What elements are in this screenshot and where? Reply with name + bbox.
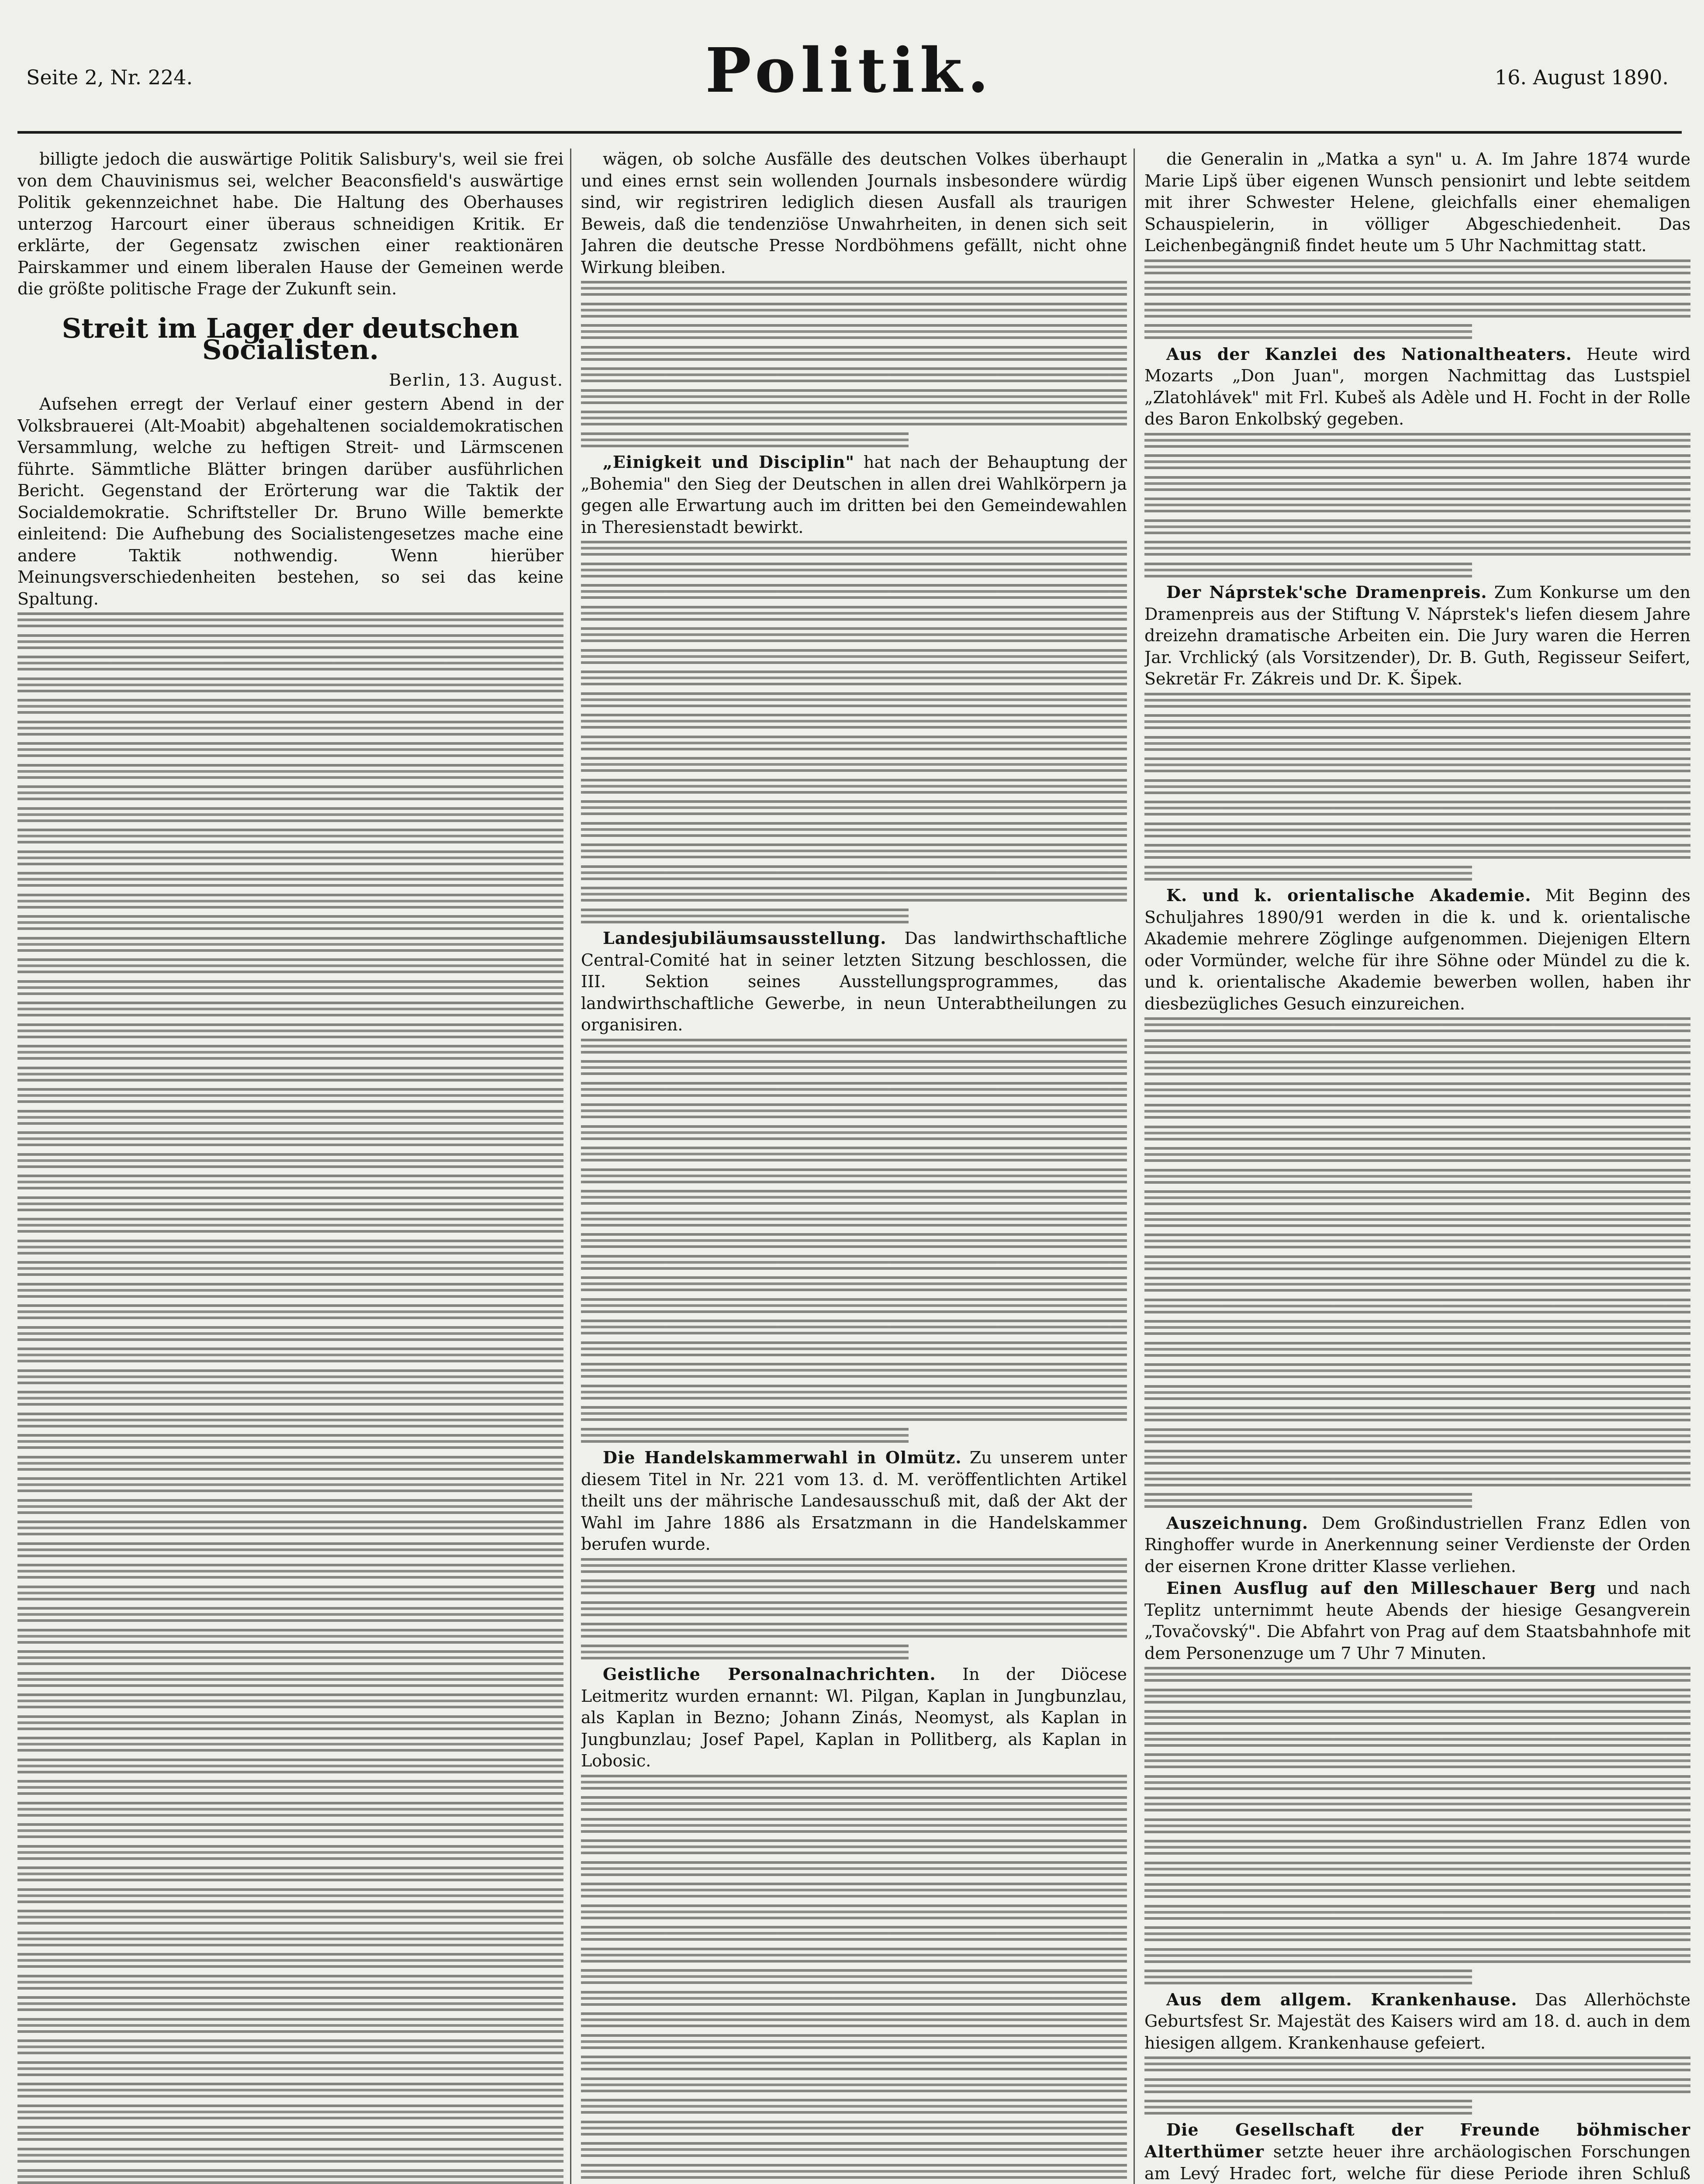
item-lead: K. und k. orientalische Akademie.	[1166, 885, 1531, 905]
body-text-block	[1144, 690, 1690, 885]
item-text: setzte heuer ihre archäologischen Forschungen am Levý Hradec fort, welche für diese Periode ihren Schluß	[1144, 2142, 1690, 2183]
issue-date: 16. August 1890.	[1494, 66, 1669, 89]
item-text: Zu unserem unter diesem Titel in Nr. 221 vom 13. d. M. veröffentlichten Artikel theilt uns der mährische Landesausschuß mit, daß der Akt der Wahl im Jahre 1886 als Ersatzmann in die Handelskammer berufen wurde.	[581, 1448, 1127, 1554]
item-text: Zum Konkurse um den Dramenpreis aus der Stiftung V. Náprstek's liefen diesem Jahre dreizehn dramatische Arbeiten ein. Die Jury waren die Herren Jar. Vrchlický (als Vorsitzender), Dr. B. Guth, Regisseur Seifert, Sekretär Fr. Zákreis und Dr. K. Šipek.	[1144, 583, 1690, 688]
item-lead: Aus der Kanzlei des Nationaltheaters.	[1166, 344, 1572, 364]
item-lead: Einen Ausflug auf den Milleschauer Berg	[1166, 1578, 1596, 1598]
item-lead: Landesjubiläumsausstellung.	[603, 928, 887, 948]
item-lead: Die Handelskammerwahl in Olmütz.	[603, 1448, 962, 1467]
column-rule	[1134, 149, 1135, 2184]
body-text-block	[581, 278, 1127, 451]
column-1	[17, 149, 563, 2184]
item-text: hat nach der Behauptung der „Bohemia" den Sieg der Deutschen in allen drei Wahlkörpern ja gegen alle Erwartung auch im dritten bei den Gemeindewahlen in Theresienstadt bewirkt.	[581, 453, 1127, 537]
item-text: Das landwirthschaftliche Central-Comité hat in seiner letzten Sitzung beschlossen, die III. Sektion seines Ausstellungsprogrammes, das landwirthschaftliche Gewerbe, in neun Unterabtheilungen zu organisiren.	[581, 929, 1127, 1034]
body-text-block	[581, 1555, 1127, 1664]
item-lead: Geistliche Personalnachrichten.	[603, 1664, 936, 1684]
body-text-block	[1144, 2054, 1690, 2119]
item-text: Das Allerhöchste Geburtsfest Sr. Majestät des Kaisers wird am 18. d. auch in dem hiesigen allgem. Krankenhause gefeiert.	[1144, 1990, 1690, 2053]
article-continuation: billigte jedoch die auswärtige Politik Salisbury's, weil sie frei von dem Chauvinismus sei, welcher Beaconsfield's auswärtige Politik gekennzeichnet habe. Die Haltung des Oberhauses unterzog Harcourt einer überaus schneidigen Kritik. Er erklärte, der Gegensatz zwischen einer reaktionären Pairskammer und einem liberalen Hause der Gemeinen werde die größte politische Frage der Zukunft sein.	[17, 149, 563, 298]
section-title: Politik.	[705, 35, 994, 107]
item-lead: „Einigkeit und Disciplin"	[603, 452, 855, 472]
dateline: Berlin, 13. August.	[389, 370, 563, 390]
body-text-block	[1144, 1015, 1690, 1512]
item-text: und nach Teplitz unternimmt heute Abends der hiesige Gesangverein „Tovačovský". Die Abfahrt von Prag auf dem Staatsbahnhofe mit dem Personenzuge um 7 Uhr 7 Minuten.	[1144, 1579, 1690, 1663]
page-header	[17, 26, 1682, 122]
body-text-block	[1144, 1664, 1690, 1989]
item-lead: Aus dem allgem. Krankenhause.	[1166, 1989, 1517, 2009]
page-reference: Seite 2, Nr. 224.	[26, 66, 193, 89]
body-text-block	[1144, 430, 1690, 582]
item-lead: Die Gesellschaft der Freunde böhmischer Alterthümer	[1144, 2119, 1690, 2161]
article-heading: Streit im Lager der deutschen Socialisten.	[62, 312, 519, 366]
item-text: Heute wird Mozarts „Don Juan", morgen Nachmittag das Lustspiel „Zlatohlávek" mit Frl. Kubeš als Adèle und H. Focht in der Rolle des Baron Enkolbský gegeben.	[1144, 344, 1690, 429]
article-continuation: wägen, ob solche Ausfälle des deutschen Volkes überhaupt und eines ernst sein wollenden Journals insbesondere würdig sind, wir registriren lediglich diesen Ausfall als traurigen Beweis, daß die tendenziöse Unwahrheiten, in denen sich seit Jahren die deutsche Presse Nordböhmens gefällt, nicht ohne Wirkung bleiben.	[581, 149, 1127, 277]
column-rule	[570, 149, 571, 2184]
item-lead: Der Náprstek'sche Dramenpreis.	[1166, 582, 1487, 602]
article-paragraph: Aufsehen erregt der Verlauf einer gestern Abend in der Volksbrauerei (Alt-Moabit) abgehaltenen socialdemokratischen Versammlung, welche zu heftigen Streit- und Lärmscenen führte. Sämmtliche Blätter bringen darüber ausführlichen Bericht. Gegenstand der Erörterung war die Taktik der Socialdemokratie. Schriftsteller Dr. Bruno Wille bemerkte einleitend: Die Aufhebung des Socialistengesetzes mache eine andere Taktik nothwendig. Wenn hierüber Meinungsverschiedenheiten bestehen, so sei das keine Spaltung.	[17, 394, 563, 608]
body-text-block	[581, 1036, 1127, 1447]
body-text-block	[17, 610, 563, 2184]
article-continuation: die Generalin in „Matka a syn" u. A. Im Jahre 1874 wurde Marie Lipš über eigenen Wunsch pensionirt und lebte seitdem mit ihrer Schwester Helene, gleichfalls einer ehemaligen Schauspielerin, in völliger Abgeschiedenheit. Das Leichenbegängniß findet heute um 5 Uhr Nachmittag statt.	[1144, 149, 1690, 255]
column-2	[581, 149, 1127, 2184]
item-lead: Auszeichnung.	[1166, 1513, 1309, 1533]
body-text-block	[581, 1772, 1127, 2184]
item-text: Dem Großindustriellen Franz Edlen von Ringhoffer wurde in Anerkennung seiner Verdienste der Orden der eisernen Krone dritter Klasse verliehen.	[1144, 1513, 1690, 1576]
column-3	[1144, 149, 1690, 2184]
item-text: Mit Beginn des Schuljahres 1890/91 werden in die k. und k. orientalische Akademie mehrere Zöglinge aufgenommen. Diejenigen Eltern oder Vormünder, welche für ihre Söhne oder Mündel zu die k. und k. orientalische Akademie bewerben wollen, haben ihr diesbezügliches Gesuch einzureichen.	[1144, 886, 1690, 1013]
item-text: In der Diöcese Leitmeritz wurden ernannt: Wl. Pilgan, Kaplan in Jungbunzlau, als Kaplan in Bezno; Johann Zinás, Neomyst, als Kaplan in Jungbunzlau; Josef Papel, Kaplan in Pollitberg, als Kaplan in Lobosic.	[581, 1665, 1127, 1770]
body-text-block	[581, 538, 1127, 927]
header-rule	[17, 131, 1682, 134]
body-text-block	[1144, 257, 1690, 343]
